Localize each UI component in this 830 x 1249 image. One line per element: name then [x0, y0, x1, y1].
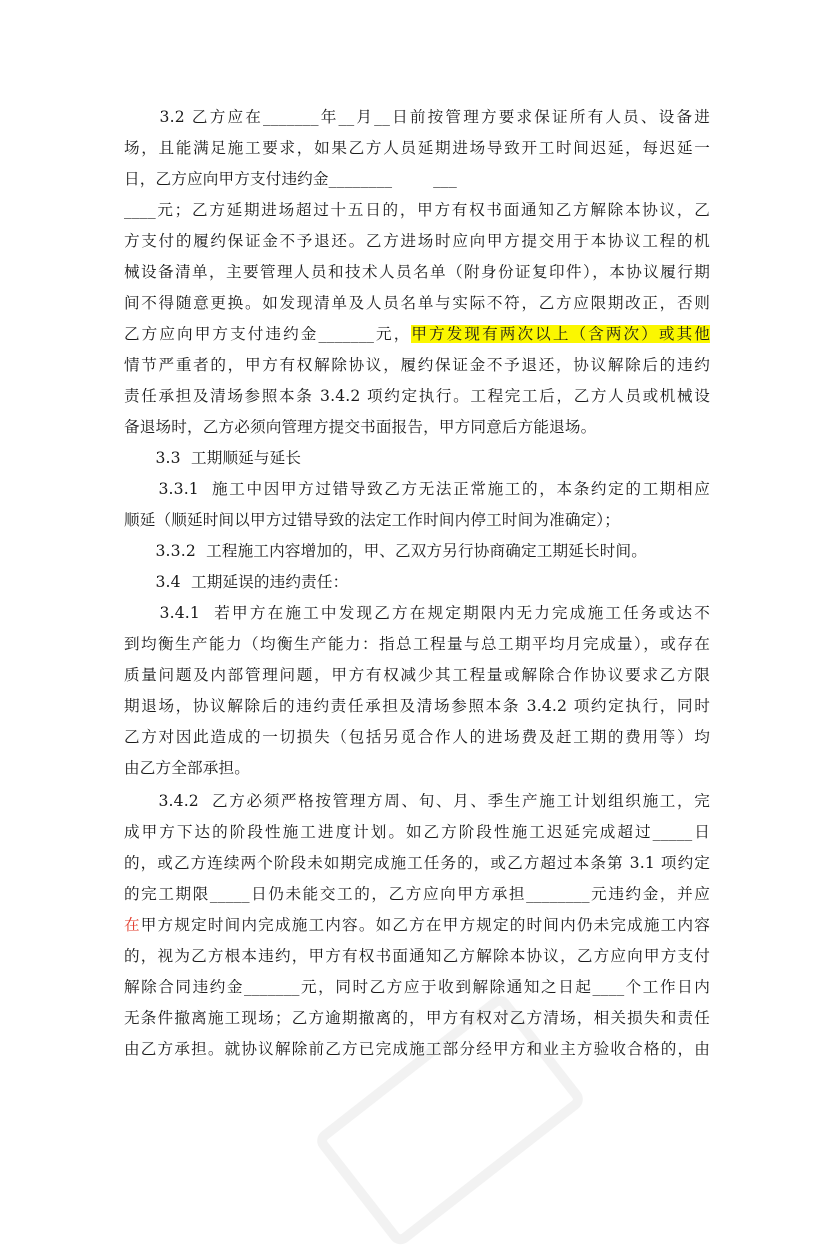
document-body [124, 102, 710, 1065]
text-line: 情节严重者的，甲方有权解除协议，履约保证金不予退还，协议解除后的违约 [124, 356, 710, 374]
text-line: 责任承担及清场参照本条 3.4.2 项约定执行。工程完工后，乙方人员或机械设 [124, 387, 710, 405]
text-line: 3.3 工期顺延与延长 [124, 449, 302, 467]
text-line: 3.4 工期延误的违约责任： [124, 573, 349, 591]
clause-3-3-1 [124, 474, 710, 536]
clause-3-3-2 [124, 536, 710, 567]
text-line: 由乙方承担。就协议解除前乙方已完成施工部分经甲方和业主方验收合格的，由 [124, 1040, 710, 1058]
text-line: 的完工期限_____日仍未能交工的，乙方应向甲方承担________元违约金，并应 [124, 885, 710, 903]
text-line: 3.4.1 若甲方在施工中发现乙方在规定期限内无力完成施工任务或达不 [124, 604, 710, 622]
clause-3-4-2 [124, 786, 710, 1065]
text-line: 由乙方全部承担。 [124, 759, 250, 777]
text-line: 方支付的履约保证金不予退还。乙方进场时应向甲方提交用于本协议工程的机 [124, 232, 710, 250]
text-line: 质量问题及内部管理问题，甲方有权减少其工程量或解除合作协议要求乙方限 [124, 666, 710, 684]
text-line [124, 910, 710, 941]
text-line: 无条件撤离施工现场；乙方逾期撤离的，甲方有权对乙方清场，相关损失和责任 [124, 1009, 710, 1027]
text-line: 3.4.2 乙方必须严格按管理方周、旬、月、季生产施工计划组织施工，完 [124, 792, 710, 810]
text-line: 3.3.1 施工中因甲方过错导致乙方无法正常施工的，本条约定的工期相应 [124, 480, 710, 498]
clause-3-2 [124, 102, 710, 443]
text-line [124, 319, 710, 350]
clause-3-4-1 [124, 598, 710, 784]
text-line: 备退场时，乙方必须向管理方提交书面报告，甲方同意后方能退场。 [124, 418, 597, 436]
highlighted-text: 甲方发现有两次以上（含两次）或其他 [411, 325, 710, 343]
text-line: 械设备清单，主要管理人员和技术人员名单（附身份证复印件），本协议履行期 [124, 263, 710, 281]
text-line: 期退场，协议解除后的违约责任承担及清场参照本条 3.4.2 项约定执行，同时 [124, 697, 710, 715]
text-segment: 乙方应向甲方支付违约金_______元， [124, 325, 412, 343]
text-line: 到均衡生产能力（均衡生产能力：指总工程量与总工期平均月完成量），或存在 [124, 635, 710, 653]
text-line: 场，且能满足施工要求，如果乙方人员延期进场导致开工时间迟延，每迟延一 [124, 139, 710, 157]
red-text: 在 [124, 916, 141, 934]
text-line: 3.3.2 工程施工内容增加的，甲、乙双方另行协商确定工期延长时间。 [124, 542, 647, 560]
text-line: 3.2 乙方应在_______年__月__日前按管理方要求保证所有人员、设备进 [124, 108, 710, 126]
text-line: 的，视为乙方根本违约，甲方有权书面通知乙方解除本协议，乙方应向甲方支付 [124, 947, 710, 965]
text-segment: 甲方规定时间内完成施工内容。如乙方在甲方规定的时间内仍未完成施工内容 [140, 916, 710, 934]
clause-3-4-heading [124, 567, 710, 598]
text-line: 间不得随意更换。如发现清单及人员名单与实际不符，乙方应限期改正，否则 [124, 294, 710, 312]
text-line: 顺延（顺延时间以甲方过错导致的法定工作时间内停工时间为准确定）； [124, 511, 621, 529]
text-line: 的，或乙方连续两个阶段未如期完成施工任务的，或乙方超过本条第 3.1 项约定 [124, 854, 710, 872]
text-line: 乙方对因此造成的一切损失（包括另觅合作人的进场费及赶工期的费用等）均 [124, 728, 710, 746]
text-line: 日，乙方应向甲方支付违约金________ ___ [124, 170, 457, 188]
text-line: 成甲方下达的阶段性施工进度计划。如乙方阶段性施工迟延完成超过_____日 [124, 823, 710, 841]
clause-3-3-heading [124, 443, 710, 474]
text-line: 解除合同违约金_______元，同时乙方应于收到解除通知之日起____个工作日内 [124, 978, 710, 996]
text-line: ____元；乙方延期进场超过十五日的，甲方有权书面通知乙方解除本协议，乙 [124, 201, 710, 219]
